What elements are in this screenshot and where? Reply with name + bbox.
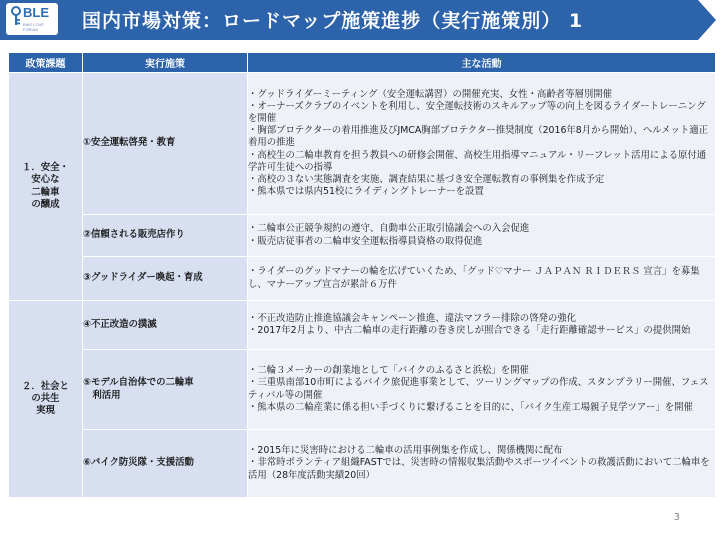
activity-item: ・オーナーズクラブのイベントを利用し、安全運転技術のスキルアップ等の向上を図るライダートレーニングを開催 [248, 100, 706, 124]
activity-item: ・ライダーのグッドマナーの輪を広げていくため、「グッド♡マナー ＪＡＰＡＮ ＲＩＤＥＲＳ 宣言」を募集し、マナーアップ宣言が累計６万件 [248, 266, 700, 290]
activities-good-rider [248, 257, 716, 301]
table-row [9, 73, 716, 215]
activity-item: ・高校の３ない実態調査を実施、調査結果に基づき安全運転教育の事例集を作成予定 [248, 174, 605, 185]
table-row [9, 215, 716, 257]
activities-trusted-dealers [248, 215, 716, 257]
activity-item: ・高校生の二輪車教育を担う教員への研修会開催、高校生用指導マニュアル・リーフレット活用による原付通学許可生徒への指導 [248, 149, 707, 173]
measure-name-line: ⑤モデル自治体での二輪車 [83, 377, 194, 389]
activity-item: ・二輪車公正競争規約の遵守、自動車公正取引協議会への入会促進 [248, 223, 530, 235]
title-bar [0, 0, 724, 40]
measure-illegal-modification: ④不正改造の撲滅 [83, 301, 248, 350]
policy-issue-line: 実現 [36, 405, 55, 417]
activity-item: ・熊本県の二輪産業に係る担い手づくりに繋げることを目的に、「バイク生産工場親子見学ツアー」を開催 [248, 401, 693, 413]
logo-text: BLE [23, 5, 49, 20]
ble-logo [6, 3, 58, 35]
key-icon [9, 6, 23, 26]
activity-item: ・三重県南部10市町によるバイク旅促進事業として、ツーリングマップの作成、スタンプラリー開催、フェスティバル等の開催 [248, 377, 709, 401]
column-header-measure: 実行施策 [83, 53, 248, 73]
policy-issue-coexistence [9, 301, 83, 498]
policy-issue-line: 二輪車 [31, 186, 60, 198]
policy-issue-line: 安心な [31, 174, 60, 186]
activities-safety-education [248, 73, 716, 215]
measure-safety-education: ①安全運転啓発・教育 [83, 73, 248, 215]
activity-item: ・不正改造防止推進協議会キャンペーン推進、違法マフラー排除の啓発の強化 [248, 312, 576, 324]
column-header-policy-issue: 政策課題 [9, 53, 83, 73]
policy-issue-line: の醸成 [31, 198, 60, 210]
activities-model-municipality [248, 350, 716, 430]
measure-trusted-dealers: ②信頼される販売店作り [83, 215, 248, 257]
policy-issue-line: の共生 [31, 392, 60, 404]
activity-item: ・胸部プロテクターの着用推進及びJMCA胸部プロテクター推奨制度（2016年8月から開始）、ヘルメット適正着用の推進 [248, 125, 709, 149]
table-row [9, 257, 716, 301]
measure-disaster-response: ⑥バイク防災隊・支援活動 [83, 430, 248, 498]
activity-item: ・グッドライダーミーティング（安全運転講習）の開催充実、女性・高齢者等層別開催 [248, 88, 612, 100]
measure-model-municipality [83, 350, 248, 430]
activity-item: ・非常時ボランティア組織FASTでは、災害時の情報収集活動やスポーツイベントの救護活動において二輪車を活用（28年度活動実績20回） [248, 457, 710, 481]
activity-item: ・二輪３メーカーの創業地として「バイクのふるさと浜松」を開催 [248, 365, 529, 377]
policy-issue-line: ２．社会と [22, 380, 69, 392]
column-header-activities: 主な活動 [248, 53, 716, 73]
activity-item: ・販売店従事者の二輪車安全運転指導員資格の取得促進 [248, 235, 483, 247]
logo-subtitle: BIKE LOVE FORUM [23, 22, 44, 32]
activity-item: ・熊本県では県内51校にライディングトレーナーを設置 [248, 186, 484, 198]
activity-item: ・2017年2月より、中古二輪車の走行距離の巻き戻しが照合できる「走行距離確認サービス」の提供開始 [248, 325, 691, 336]
table-row [9, 350, 716, 430]
policy-issue-line: １．安全・ [22, 162, 69, 174]
roadmap-progress-table [8, 52, 716, 498]
table-row [9, 301, 716, 350]
page-title: 国内市場対策：ロードマップ施策進捗（実行施策別） 1 [82, 10, 584, 32]
activity-item: ・2015年に災害時における二輪車の活用事例集を作成し、関係機関に配布 [248, 445, 563, 457]
activities-disaster-response [248, 430, 716, 498]
page-number: 3 [673, 512, 680, 523]
policy-issue-safety [9, 73, 83, 301]
activities-illegal-modification [248, 301, 716, 350]
table-header-row [9, 53, 716, 73]
measure-name-line: 利活用 [83, 389, 121, 401]
measure-good-rider: ③グッドライダー喚起・育成 [83, 257, 248, 301]
table-row [9, 430, 716, 498]
